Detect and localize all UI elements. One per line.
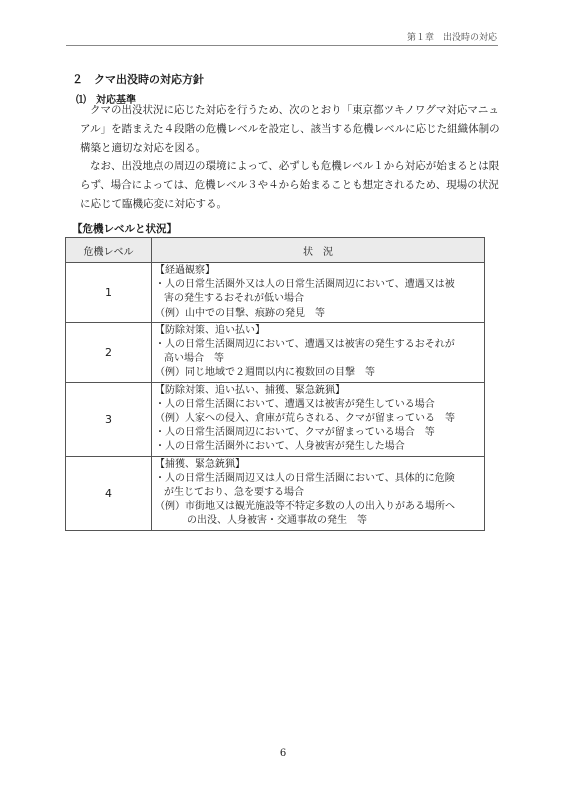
- body-paragraph-1: [80, 101, 500, 158]
- table-header-row: [66, 238, 485, 263]
- status-line: ・人の日常生活圏外又は人の日常生活圏周辺において、遭遇又は被: [155, 279, 455, 291]
- status-line: ・人の日常生活圏周辺において、遭遇又は被害の発生するおそれが: [155, 339, 455, 351]
- status-line: （例）山中での目撃、痕跡の発見 等: [155, 307, 325, 319]
- status-line: （例）市街地又は観光施設等不特定多数の人の出入りがある場所へ: [155, 501, 455, 513]
- status-line: （例）同じ地域で２週間以内に複数回の目撃 等: [155, 367, 375, 379]
- status-cell: [152, 263, 485, 323]
- risk-level-cell: 2: [66, 322, 152, 382]
- table-body: [66, 263, 485, 531]
- status-line: 【防除対策、追い払い】: [155, 324, 265, 336]
- header-divider: [66, 45, 498, 46]
- status-line: 【捕獲、緊急銃猟】: [155, 458, 245, 470]
- table-row: [66, 456, 485, 530]
- column-header-status: 状 況: [152, 238, 485, 263]
- status-line: ・人の日常生活圏において、遭遇又は被害が発生している場合: [155, 398, 435, 410]
- section-heading: ２ クマ出没時の対応方針: [72, 73, 204, 86]
- running-head: 第１章 出没時の対応: [406, 33, 497, 43]
- paragraph-text: なお、出没地点の周辺の環境によって、必ずしも危機レベル１から対応が始まるとは限らず、場合によっては、危機レベル３や４から始まることも想定されるため、現場の状況に応じて臨機応変に対応する。: [80, 160, 500, 210]
- status-line: の出没、人身被害・交通事故の発生 等: [187, 515, 367, 527]
- status-line: 【防除対策、追い払い、捕獲、緊急銃猟】: [155, 384, 345, 396]
- status-line: （例）人家への侵入、倉庫が荒らされる、クマが留まっている 等: [155, 413, 455, 425]
- paragraph-text: クマの出没状況に応じた対応を行うため、次のとおり「東京都ツキノワグマ対応マニュアル」を踏まえた４段階の危機レベルを設定し、該当する危機レベルに応じた組織体制の構築と適切な対応を図る。: [80, 104, 500, 154]
- status-cell: [152, 322, 485, 382]
- table-row: [66, 263, 485, 323]
- status-cell: [152, 382, 485, 456]
- status-cell: [152, 456, 485, 530]
- status-line: ・人の日常生活圏周辺において、クマが留まっている場合 等: [155, 427, 435, 439]
- status-line: ・人の日常生活圏外において、人身被害が発生した場合: [155, 441, 405, 453]
- status-line: が生じており、急を要する場合: [164, 487, 304, 499]
- table-row: [66, 322, 485, 382]
- risk-level-cell: 4: [66, 456, 152, 530]
- body-paragraph-2: [80, 157, 500, 214]
- status-line: 【経過観察】: [155, 265, 215, 276]
- risk-level-cell: 1: [66, 263, 152, 323]
- page-number: 6: [279, 748, 287, 759]
- column-header-level: 危機レベル: [66, 238, 152, 263]
- table-row: [66, 382, 485, 456]
- risk-level-cell: 3: [66, 382, 152, 456]
- subsection-heading: ⑴ 対応基準: [76, 95, 136, 106]
- status-line: 害の発生するおそれが低い場合: [164, 293, 304, 305]
- table-caption: 【危機レベルと状況】: [72, 223, 177, 235]
- risk-level-table: [65, 237, 485, 531]
- status-line: ・人の日常生活圏周辺又は人の日常生活圏において、具体的に危険: [155, 472, 455, 484]
- status-line: 高い場合 等: [164, 353, 224, 365]
